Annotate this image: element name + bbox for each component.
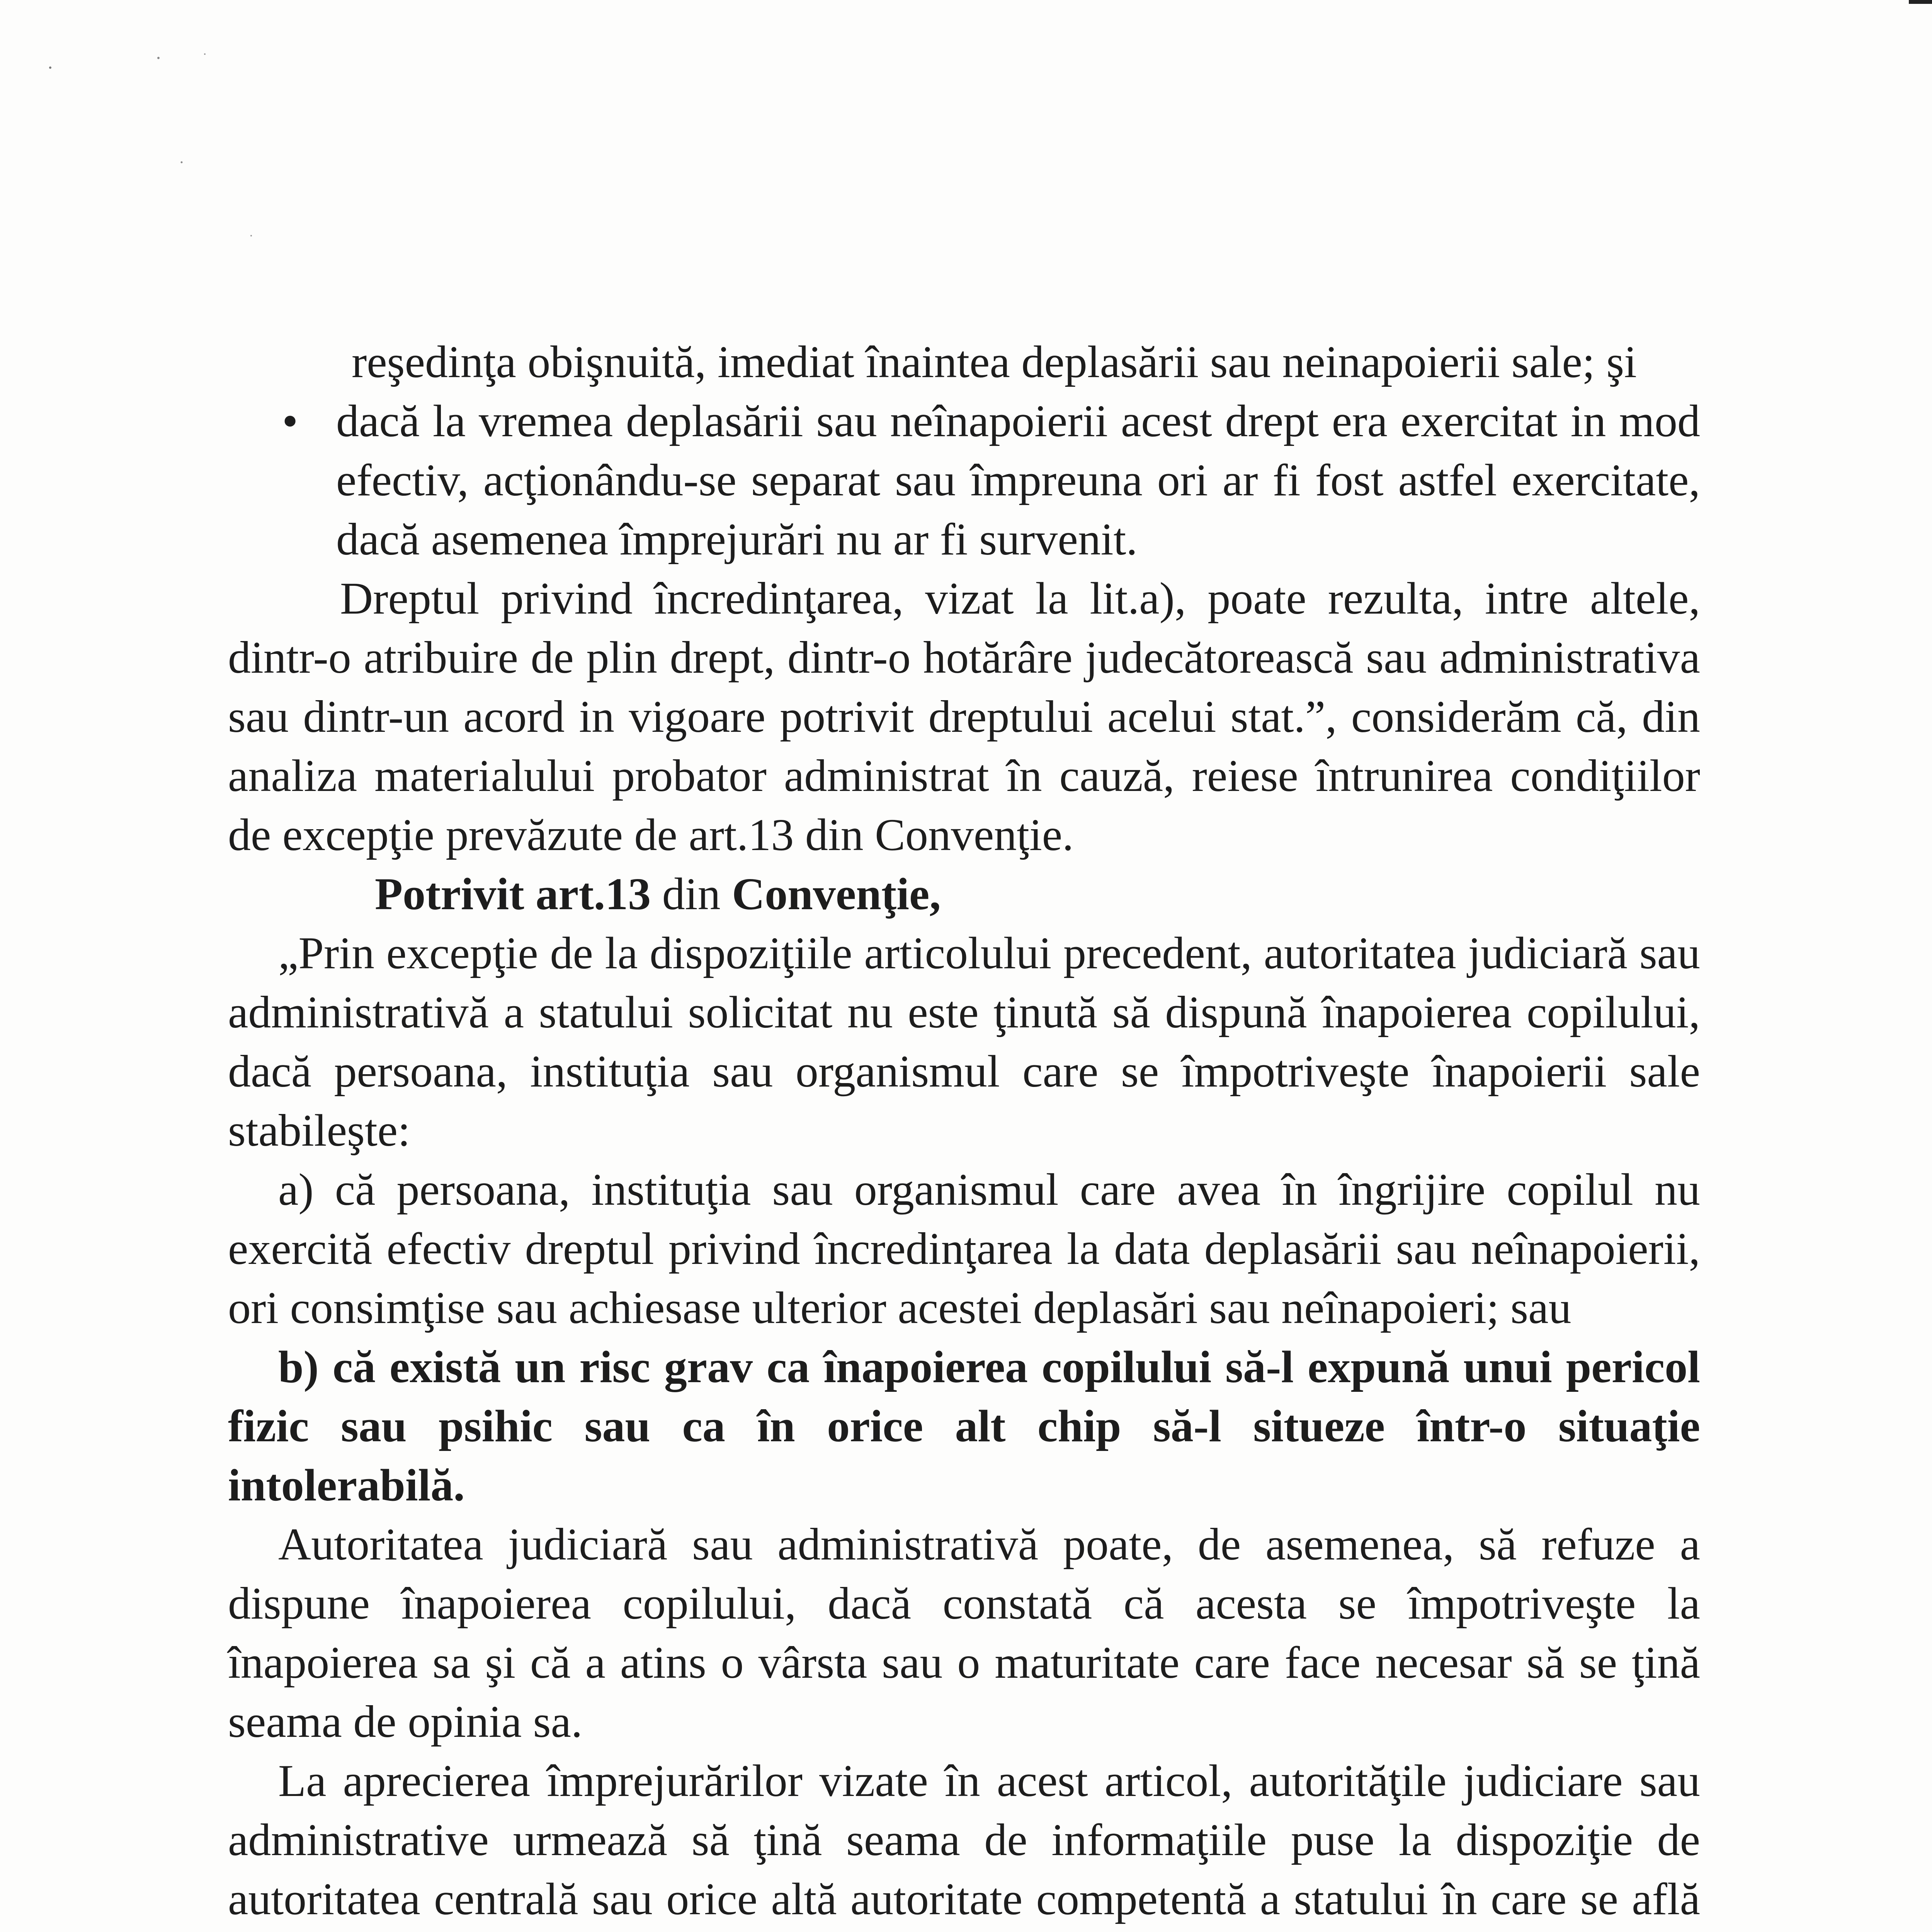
paragraph-custody-right: Dreptul privind încredinţarea, vizat la lit.a), poate rezulta, intre altele, dintr-o atribuire de plin drept, dintr-o hotărâre judecătorească sau administrativa sau dintr-un acord in vigoare potrivit dreptului acelui stat.”, considerăm că, din analiza materialului probator administrat în cauză, reiese întrunirea condiţiilor de excepţie prevăzute de art.13 din Convenţie. — [228, 573, 1700, 860]
item-b: b) că există un risc grav ca înapoierea copilului să-l expună unui pericol fizic sau psihic sau ca în orice alt chip să-l situeze într-o situaţie intolerabilă. — [228, 1342, 1700, 1510]
bullet-text: dacă la vremea deplasării sau neînapoierii acest drept era exercitat in mod efectiv, acţionându-se separat sau împreuna ori ar fi fost astfel exercitate, dacă asemenea împrejurări nu ar fi survenit. — [336, 396, 1700, 565]
bullet-dot: • — [282, 396, 298, 446]
continuation-paragraph: reşedinţa obişnuită, imediat înaintea deplasării sau neinapoierii sale; şi — [352, 337, 1637, 387]
paragraph-authority-refusal: Autoritatea judiciară sau administrativă poate, de asemenea, să refuze a dispune înapoierea copilului, dacă constată că acesta se împotriveşte la înapoierea sa şi că a atins o vârsta sau o maturitate care face necesar să se ţină seama de opinia sa. — [228, 1519, 1700, 1747]
heading-art13: Potrivit art.13 din Convenţie, — [375, 869, 941, 919]
bullet-item — [228, 391, 1700, 569]
paragraph-circumstances: La aprecierea împrejurărilor vizate în acest articol, autorităţile judiciare sau administrative urmează să ţină seama de informaţiile puse la dispoziţie de autoritatea centrală sau orice altă autoritate competentă a statului în care se află — [228, 1755, 1700, 1924]
quote-art13-intro: „Prin excepţie de la dispoziţiile articolului precedent, autoritatea judiciară sau administrativă a statului solicitat nu este ţinută să dispună înapoierea copilului, dacă persoana, instituţia sau organismul care se împotriveşte înapoierii sale stabileşte: — [228, 928, 1700, 1156]
scan-edge-mark — [1909, 0, 1932, 4]
document-body — [228, 332, 1700, 1932]
item-a: a) că persoana, instituţia sau organismul care avea în îngrijire copilul nu exercită efectiv dreptul privind încredinţarea la data deplasării sau neînapoierii, ori consimţise sau achiesase ulterior acestei deplasări sau neînapoieri; sau — [228, 1164, 1700, 1333]
scan-specks — [43, 0, 259, 240]
